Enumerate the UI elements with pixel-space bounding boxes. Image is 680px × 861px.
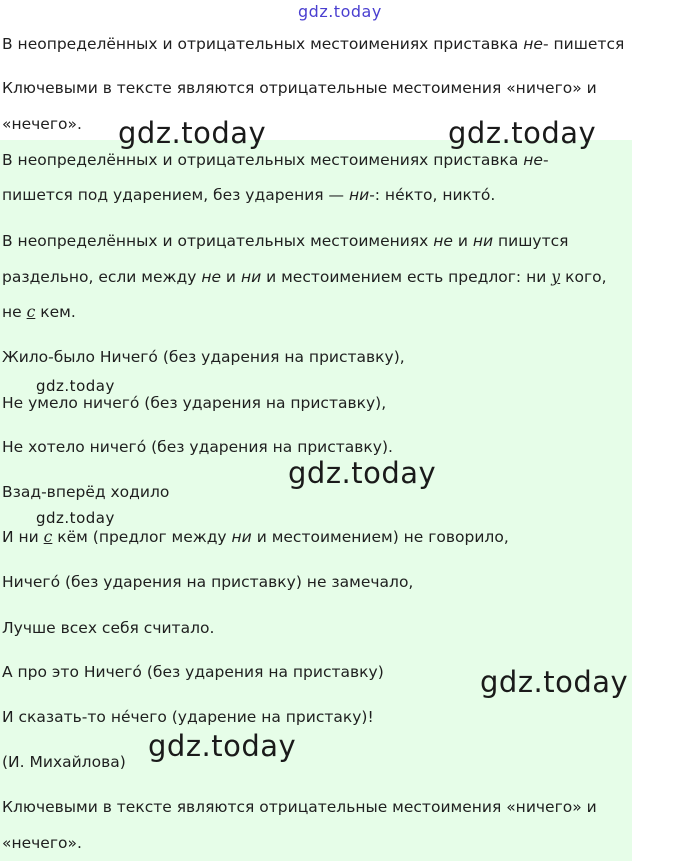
text-line: Ключевыми в тексте являются отрицательные местоимения «ничего» и: [2, 79, 597, 97]
text-line: не с кем.: [2, 303, 76, 321]
text-line: (И. Михайлова): [2, 753, 126, 771]
text-line: И сказать-то не́чего (ударение на пристаку)!: [2, 708, 374, 726]
watermark: gdz.today: [480, 665, 629, 699]
text-line: Не хотело ничего́ (без ударения на приставку).: [2, 438, 393, 456]
text-line: В неопределённых и отрицательных местоимениях приставка не- пишется: [2, 35, 625, 53]
watermark-top: gdz.today: [298, 2, 382, 21]
text-line: «нечего».: [2, 115, 82, 133]
text-line: Взад-вперёд ходило: [2, 483, 170, 501]
text-line: В неопределённых и отрицательных местоимениях приставка не-: [2, 151, 549, 169]
text-line: Жило-было Ничего́ (без ударения на приставку),: [2, 348, 405, 366]
text-line: А про это Ничего́ (без ударения на приставку): [2, 663, 384, 681]
watermark: gdz.today: [36, 509, 115, 527]
text-line: «нечего».: [2, 834, 82, 852]
watermark: gdz.today: [118, 116, 267, 150]
text-line: Ключевыми в тексте являются отрицательные местоимения «ничего» и: [2, 798, 597, 816]
text-line: И ни с кём (предлог между ни и местоимением) не говорило,: [2, 528, 509, 546]
watermark: gdz.today: [288, 456, 437, 490]
text-line: раздельно, если между не и ни и местоимением есть предлог: ни у кого,: [2, 268, 607, 286]
text-line: пишется под ударением, без ударения — ни-: не́кто, никто́.: [2, 186, 496, 204]
watermark: gdz.today: [36, 377, 115, 395]
watermark: gdz.today: [448, 116, 597, 150]
watermark: gdz.today: [148, 729, 297, 763]
text-line: В неопределённых и отрицательных местоимениях не и ни пишутся: [2, 232, 569, 250]
text-line: Не умело ничего́ (без ударения на приставку),: [2, 394, 387, 412]
text-line: Лучше всех себя считало.: [2, 619, 215, 637]
text-line: Ничего́ (без ударения на приставку) не замечало,: [2, 573, 414, 591]
